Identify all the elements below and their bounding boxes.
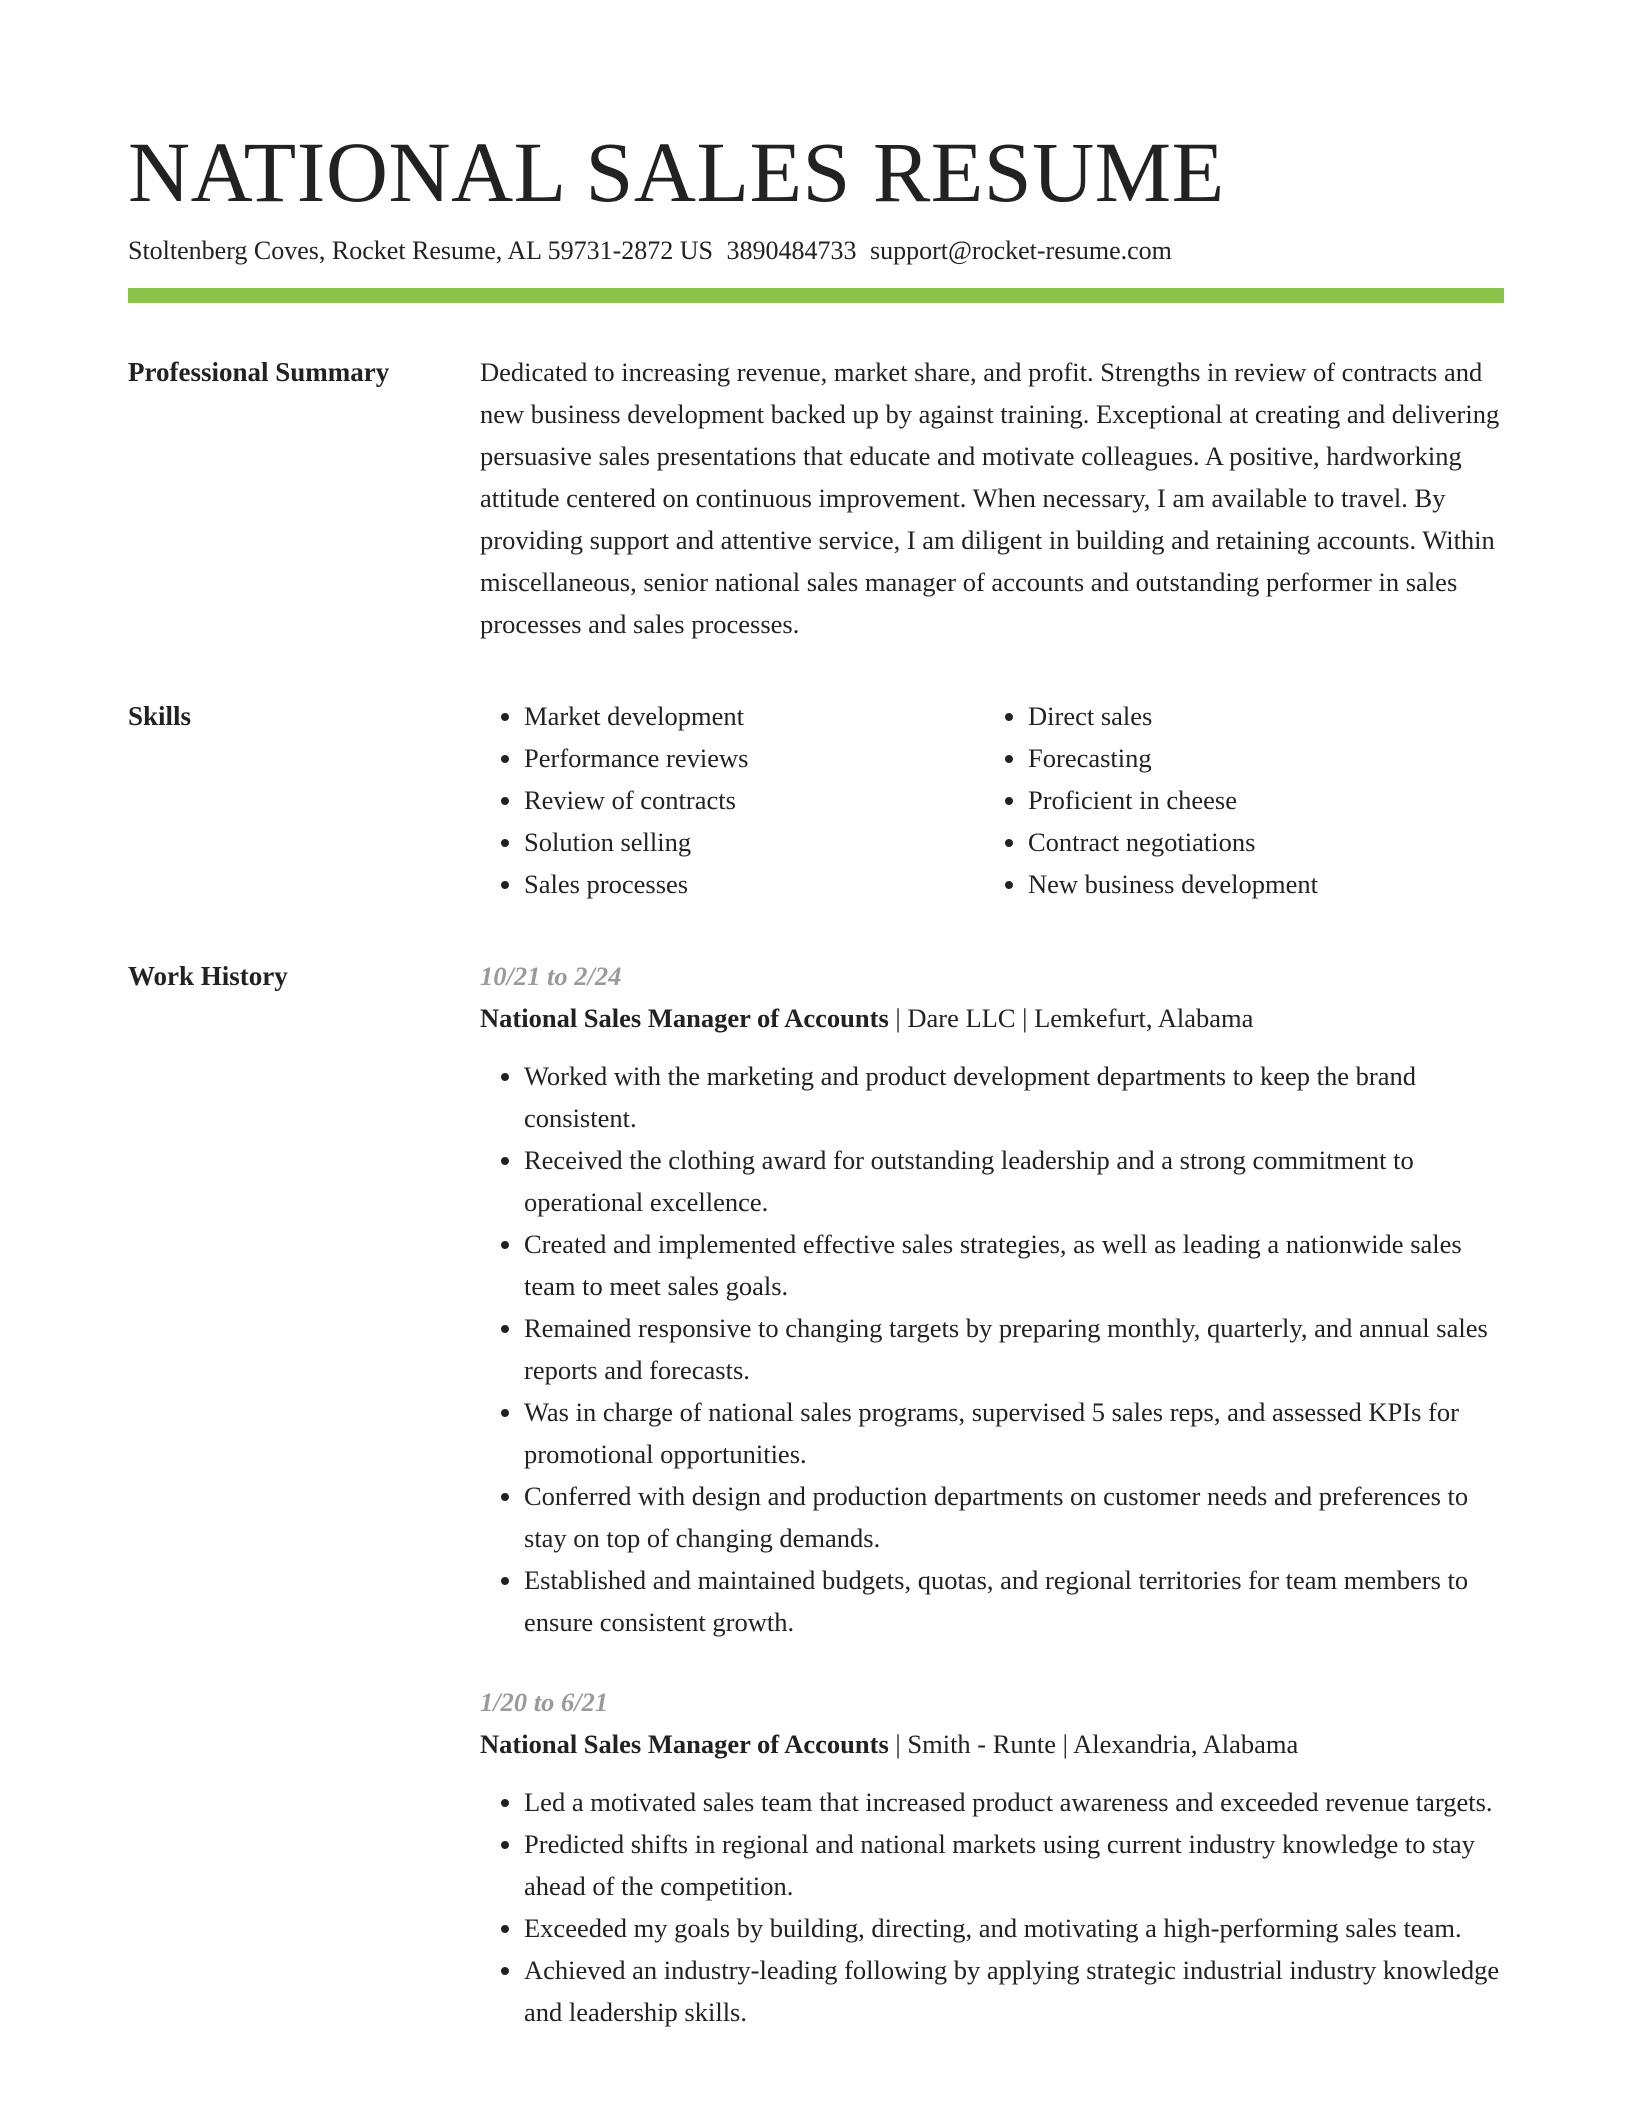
job-bullet: • Worked with the marketing and product development departments to keep the brand consistent. bbox=[524, 1055, 1504, 1139]
job-title: National Sales Manager of Accounts bbox=[480, 1729, 889, 1759]
skill-item: • Forecasting bbox=[1028, 737, 1488, 779]
job-bullet: • Predicted shifts in regional and national markets using current industry knowledge to stay ahead of the competition. bbox=[524, 1823, 1504, 1907]
contact-email[interactable]: support@rocket-resume.com bbox=[869, 236, 1172, 265]
contact-phone: 3890484733 bbox=[726, 236, 857, 265]
skill-item: • New business development bbox=[1028, 863, 1488, 905]
job-heading bbox=[480, 1723, 1504, 1765]
job-bullet: • Achieved an industry-leading following by applying strategic industrial industry knowledge and leadership skills. bbox=[524, 1949, 1504, 2033]
summary-section bbox=[128, 351, 1504, 645]
skill-item: • Proficient in cheese bbox=[1028, 779, 1488, 821]
skill-item: • Contract negotiations bbox=[1028, 821, 1488, 863]
job-bullet: • Established and maintained budgets, quotas, and regional territories for team members to ensure consistent growth. bbox=[524, 1559, 1504, 1643]
header-divider bbox=[128, 288, 1504, 303]
job-entry bbox=[480, 1681, 1504, 2033]
skill-item: • Market development bbox=[524, 695, 984, 737]
job-bullet: • Was in charge of national sales programs, supervised 5 sales reps, and assessed KPIs for promotional opportunities. bbox=[524, 1391, 1504, 1475]
job-bullet: • Led a motivated sales team that increased product awareness and exceeded revenue targets. bbox=[524, 1781, 1504, 1823]
job-title: National Sales Manager of Accounts bbox=[480, 1003, 889, 1033]
job-dates: 10/21 to 2/24 bbox=[480, 961, 622, 991]
job-bullets bbox=[480, 1781, 1504, 2033]
work-history-section bbox=[128, 955, 1504, 2071]
job-heading bbox=[480, 997, 1504, 1039]
job-bullet: • Conferred with design and production departments on customer needs and preferences to stay on top of changing demands. bbox=[524, 1475, 1504, 1559]
summary-text: Dedicated to increasing revenue, market share, and profit. Strengths in review of contracts and new business development backed up by against training. Exceptional at creating and delivering persuasive sales presentations that educate and motivate colleagues. A positive, hardworking attitude centered on continuous improvement. When necessary, I am available to travel. By providing support and attentive service, I am diligent in building and retaining accounts. Within miscellaneous, senior national sales manager of accounts and outstanding performer in sales processes and sales processes. bbox=[480, 357, 1500, 639]
resume-title: NATIONAL SALES RESUME bbox=[128, 124, 1225, 220]
skill-item: • Sales processes bbox=[524, 863, 984, 905]
job-bullet: • Created and implemented effective sales strategies, as well as leading a nationwide sales team to meet sales goals. bbox=[524, 1223, 1504, 1307]
skills-list-left bbox=[480, 695, 984, 905]
contact-line bbox=[128, 234, 1504, 268]
job-dates: 1/20 to 6/21 bbox=[480, 1687, 609, 1717]
job-details: | Smith - Runte | Alexandria, Alabama bbox=[888, 1729, 1299, 1759]
skill-item: • Performance reviews bbox=[524, 737, 984, 779]
job-entry bbox=[480, 955, 1504, 1643]
resume-page bbox=[128, 124, 1504, 2071]
job-bullet: • Remained responsive to changing targets by preparing monthly, quarterly, and annual sales reports and forecasts. bbox=[524, 1307, 1504, 1391]
job-bullet: • Exceeded my goals by building, directing, and motivating a high-performing sales team. bbox=[524, 1907, 1504, 1949]
work-history-heading: Work History bbox=[128, 961, 288, 991]
skills-section bbox=[128, 695, 1504, 905]
job-bullets bbox=[480, 1055, 1504, 1643]
skill-item: • Direct sales bbox=[1028, 695, 1488, 737]
job-details: | Dare LLC | Lemkefurt, Alabama bbox=[888, 1003, 1254, 1033]
skill-item: • Review of contracts bbox=[524, 779, 984, 821]
skills-heading: Skills bbox=[128, 701, 192, 731]
job-bullet: • Received the clothing award for outstanding leadership and a strong commitment to operational excellence. bbox=[524, 1139, 1504, 1223]
summary-heading: Professional Summary bbox=[128, 357, 390, 387]
contact-address: Stoltenberg Coves, Rocket Resume, AL 59731-2872 US bbox=[128, 236, 713, 265]
skills-list-right bbox=[984, 695, 1488, 905]
skill-item: • Solution selling bbox=[524, 821, 984, 863]
